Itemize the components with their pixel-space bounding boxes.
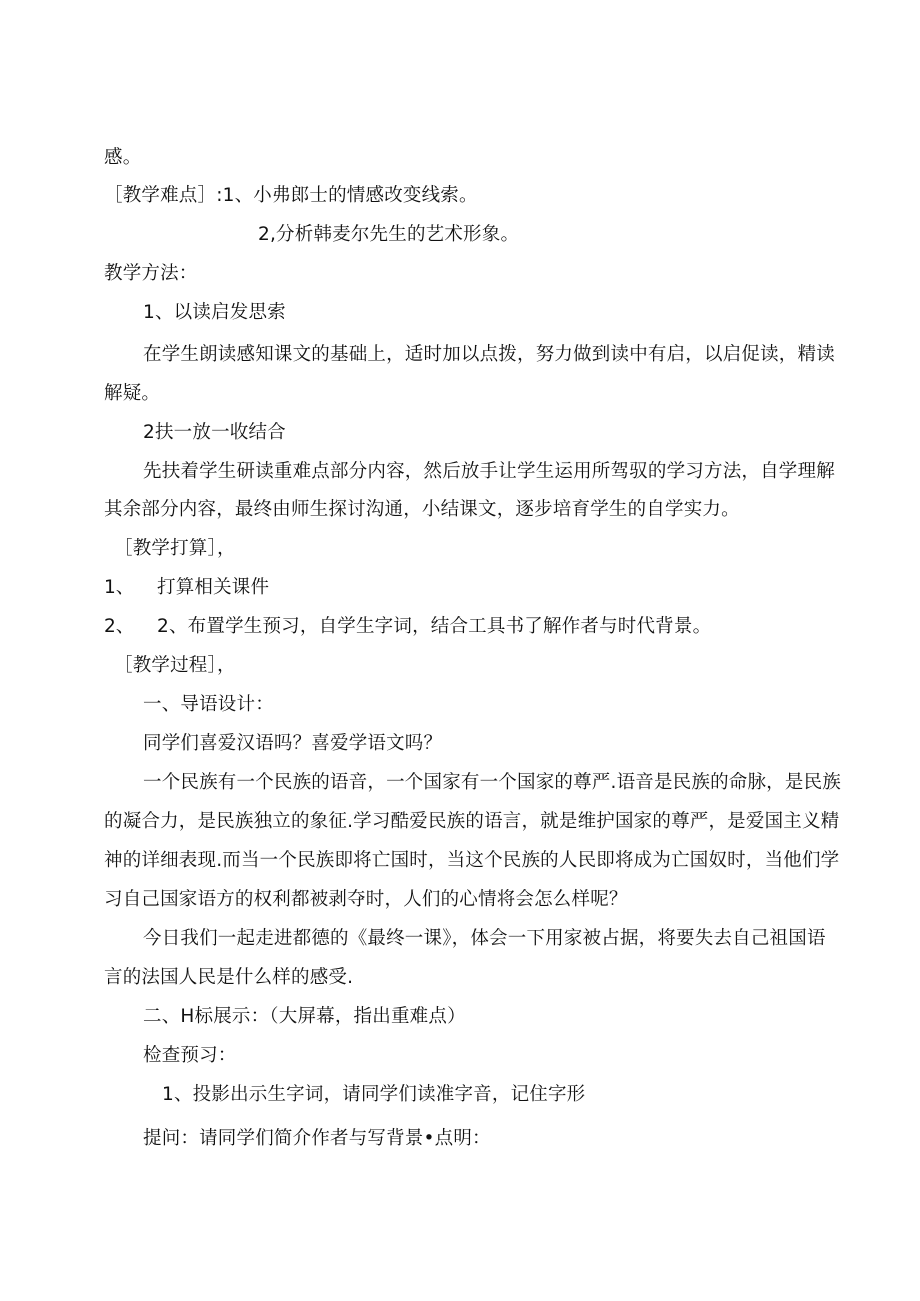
difficulty-item-2: 2,分析韩麦尔先生的艺术形象。: [258, 224, 520, 245]
paragraph-line: 一个民族有一个民族的语音，一个国家有一个国家的尊严.语音是民族的命脉，是民族: [143, 772, 841, 793]
text-line: 感。: [104, 147, 142, 168]
paragraph-line: 解疑。: [104, 383, 161, 404]
list-number: 2、: [104, 616, 135, 637]
subheading: 检查预习：: [143, 1045, 237, 1066]
section-heading: 二、H标展示：（大屏幕，指出重难点）: [143, 1006, 466, 1027]
list-number: 1、: [104, 577, 135, 598]
section-heading: 一、导语设计：: [143, 694, 274, 715]
paragraph-line: 今日我们一起走进都德的《最终一课》，体会一下用家被占据，将要失去自己祖国语: [143, 928, 826, 949]
paragraph-line: 神的详细表现.而当一个民族即将亡国时，当这个民族的人民即将成为亡国奴时，当他们学: [104, 850, 840, 871]
paragraph-line: 其余部分内容，最终由师生探讨沟通，小结课文，逐步培育学生的自学实力。: [104, 499, 740, 520]
paragraph-line: 习自己国家语方的权利都被剥夺时，人们的心情将会怎么样呢？: [104, 889, 628, 910]
preparation-item-2: 2、布置学生预习，自学生字词，结合工具书了解作者与时代背景。: [157, 616, 712, 637]
preparation-item-1: 打算相关课件: [157, 577, 270, 598]
paragraph-line: 先扶着学生研读重难点部分内容，然后放手让学生运用所驾驭的学习方法，自学理解: [143, 461, 835, 482]
process-heading: ［教学过程］，: [114, 655, 236, 676]
list-item: 1、投影出示生字词，请同学们读准字音，记住字形: [162, 1084, 586, 1105]
method-item-1-title: 1、以读启发思索: [143, 302, 286, 323]
method-item-2-title: 2扶一放一收结合: [143, 422, 286, 443]
preparation-heading: ［教学打算］，: [114, 538, 236, 559]
paragraph-line: 的凝合力，是民族独立的象征.学习酷爱民族的语言，就是维护国家的尊严，是爱国主义精: [104, 811, 840, 832]
paragraph-line: 在学生朗读感知课文的基础上，适时加以点拨，努力做到读中有启，以启促读，精读: [143, 344, 835, 365]
paragraph-line: 提问：请同学们简介作者与写背景•点明：: [143, 1128, 491, 1149]
difficulty-heading: ［教学难点］:1、小弗郎士的情感改变线索。: [104, 185, 478, 206]
paragraph-line: 同学们喜爱汉语吗？喜爱学语文吗？: [143, 733, 443, 754]
method-heading: 教学方法：: [104, 263, 198, 284]
paragraph-line: 言的法国人民是什么样的感受.: [104, 967, 354, 988]
